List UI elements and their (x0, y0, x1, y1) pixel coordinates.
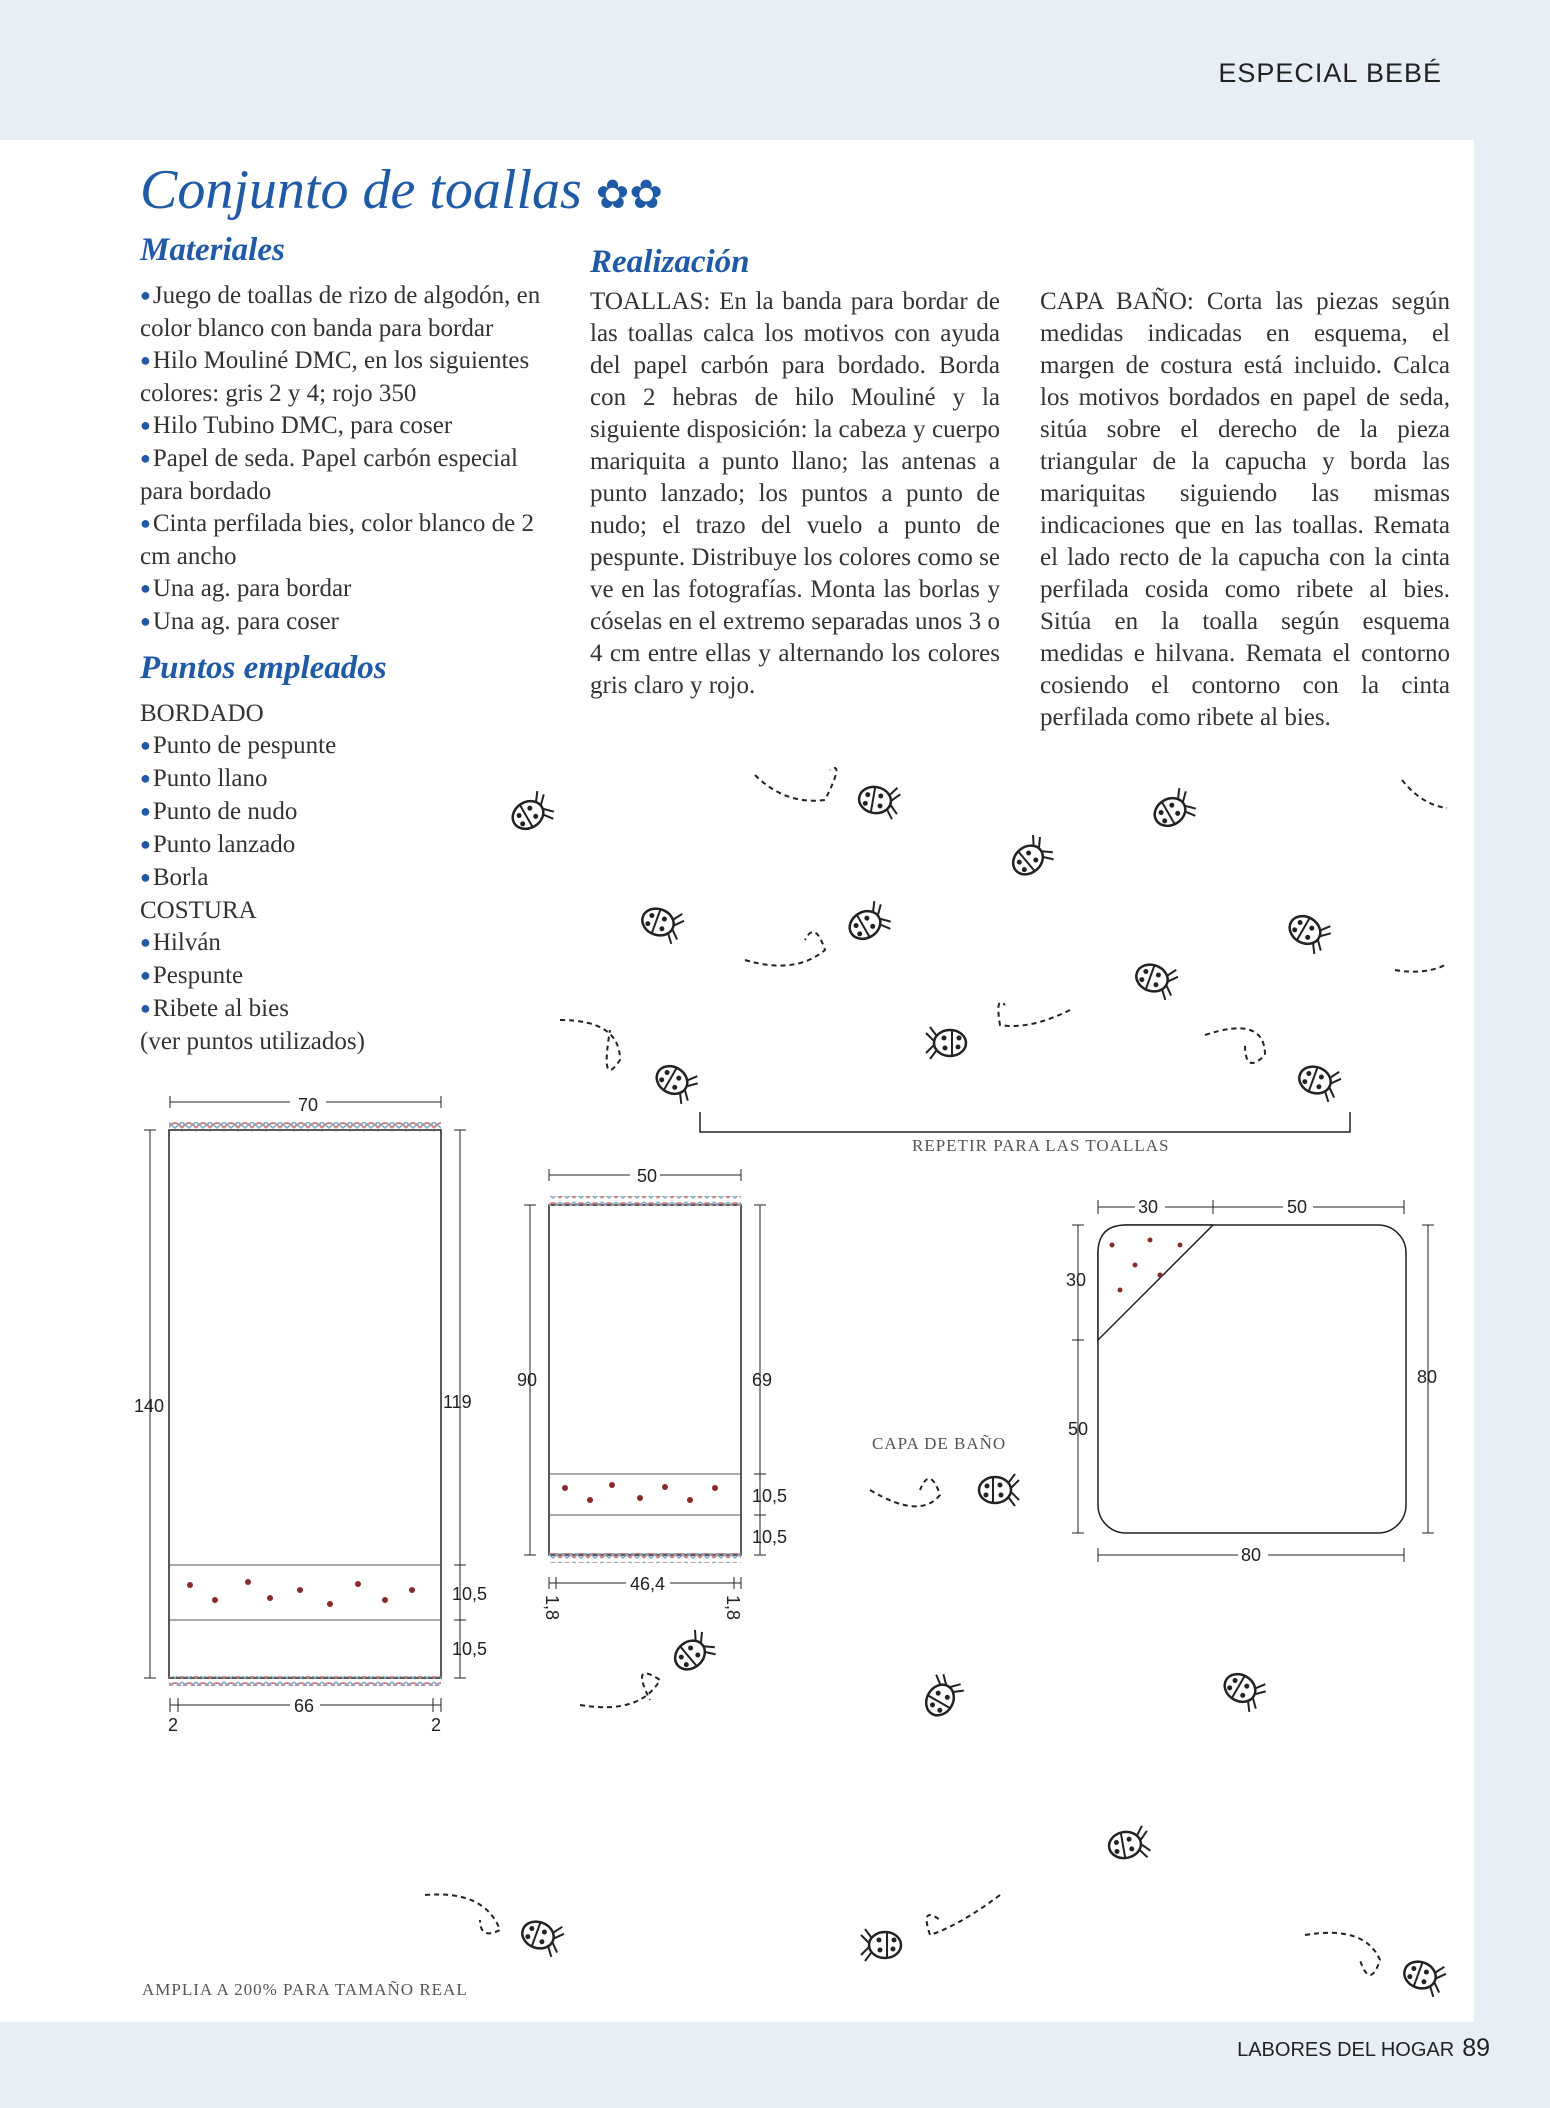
dim-big-band2: 10,5 (452, 1639, 488, 1659)
dim-small-inner: 69 (752, 1370, 773, 1390)
list-item: ● Punto de nudo (140, 796, 550, 829)
page-number: 89 (1462, 2034, 1490, 2062)
stitches-note: (ver puntos utilizados) (140, 1028, 365, 1055)
ladybug-icon (580, 1627, 719, 1707)
cape-label: CAPA DE BAÑO (872, 1434, 1007, 1453)
dim-small-margin-l: 1,8 (542, 1595, 562, 1621)
cape-text: CAPA BAÑO: Corta las piezas según medidas indicadas en esquema, el margen de costura está incluido. Calca los motivos bordados en papel de seda, sitúa sobre el derecho de la pieza triangular de la capucha y borda las mariquitas siguiendo las mismas indicaciones que en las toallas. Remata el lado recto de la capucha con la cinta perfilada cosida como ribete al bies. Sitúa en la toalla según esquema medidas e hilvana. Remata el contorno cosiendo el contorno con la cinta perfilada como ribete al bies. (1040, 288, 1450, 731)
dim-big-margin-r: 2 (431, 1715, 442, 1735)
ladybug-icon (926, 1003, 1070, 1060)
group-costura: COSTURA (140, 897, 257, 924)
list-item: ● Punto de pespunte (140, 730, 550, 763)
ladybug-icon (1205, 1028, 1343, 1103)
dim-big-inner: 119 (443, 1392, 472, 1412)
dim-big-height: 140 (134, 1396, 165, 1416)
dim-big-margin-l: 2 (168, 1715, 179, 1735)
dim-cape-bottom: 80 (1241, 1545, 1262, 1565)
ladybug-icon (1283, 908, 1334, 956)
ladybug-icon (870, 1474, 1019, 1506)
group-bordado: BORDADO (140, 700, 264, 727)
ladybug-icon (918, 1671, 966, 1722)
towels-text: TOALLAS: En la banda para bordar de las toallas calca los motivos con ayuda del papel carbón para bordado. Borda con 2 hebras de hilo Mouliné y la siguiente disposición: la cabeza y cuerpo mariquita a punto llano; las antenas a punto lanzado; los puntos a punto de nudo; el trazo del vuelo a punto de pespunte. Distribuye los colores como se ve en las fotografías. Monta las borlas y cóselas en el extremo separadas unos 3 o 4 cm entre ellas y alternando los colores gris claro y rojo. (590, 288, 1000, 699)
list-item: ● Una ag. para bordar (140, 573, 550, 606)
section-tag: ESPECIAL BEBÉ (1218, 58, 1442, 88)
dim-cape-right: 80 (1417, 1367, 1438, 1387)
list-item: ● Pespunte (140, 960, 550, 993)
list-item: ● Cinta perfilada bies, color blanco de 2 cm ancho (140, 508, 550, 573)
small-towel-diagram (524, 1165, 766, 1593)
repeat-label: REPETIR PARA LAS TOALLAS (912, 1136, 1170, 1155)
realization-heading: Realización (590, 244, 750, 280)
ladybug-icon (1005, 832, 1056, 882)
stitches-heading: Puntos empleados (140, 650, 387, 686)
ladybug-icon (1402, 780, 1447, 808)
ladybug-icon (1106, 1825, 1151, 1863)
ladybug-icon (637, 901, 686, 945)
dim-big-width: 70 (298, 1095, 319, 1115)
dim-small-band1: 10,5 (752, 1486, 788, 1506)
dim-cape-left2: 50 (1068, 1419, 1089, 1439)
dim-big-band1: 10,5 (452, 1584, 488, 1604)
list-item: ● Hilván (140, 927, 550, 960)
list-item: ● Punto lanzado (140, 829, 550, 862)
dim-cape-top2: 50 (1287, 1197, 1308, 1217)
ladybug-icon (755, 768, 901, 820)
dim-small-width: 50 (637, 1166, 658, 1186)
ladybug-icon (1218, 1666, 1269, 1714)
dim-cape-left1: 30 (1066, 1270, 1087, 1290)
ladybug-icon (1131, 957, 1180, 1001)
ladybug-icon (1395, 965, 1445, 972)
ladybug-icon (1148, 786, 1199, 834)
materials-heading: Materiales (140, 232, 285, 268)
list-item: ● Ribete al bies (140, 993, 550, 1026)
big-towel-diagram (144, 1092, 466, 1715)
list-item: ● Una ag. para coser (140, 606, 550, 639)
dim-small-margin-r: 1,8 (723, 1595, 743, 1621)
list-item: ● Punto llano (140, 763, 550, 796)
ladybug-icon (861, 1895, 1000, 1961)
dim-small-height: 90 (517, 1370, 538, 1390)
cape-diagram (1072, 1197, 1434, 1565)
page-title: Conjunto de toallas ✿✿ (140, 159, 663, 221)
dim-big-bottom: 66 (294, 1696, 315, 1716)
dim-small-bottom: 46,4 (630, 1574, 666, 1594)
ladybug-icon (425, 1894, 566, 1958)
page-footer (1237, 2034, 1490, 2063)
list-item: ● Hilo Tubino DMC, para coser (140, 410, 550, 443)
list-item: ● Hilo Mouliné DMC, en los siguientes colores: gris 2 y 4; rojo 350 (140, 345, 550, 410)
list-item: ● Borla (140, 862, 550, 895)
flower-icon: ✿✿ (595, 172, 663, 217)
dim-small-band2: 10,5 (752, 1527, 788, 1547)
magazine-name: LABORES DEL HOGAR (1237, 2039, 1455, 2061)
ladybug-icon (1305, 1933, 1448, 1998)
list-item: ● Juego de toallas de rizo de algodón, en color blanco con banda para bordar (140, 280, 550, 345)
list-item: ● Papel de seda. Papel carbón especial para bordado (140, 443, 550, 508)
ladybug-icon (560, 1020, 701, 1106)
ladybug-icon (506, 789, 557, 837)
dim-cape-top1: 30 (1138, 1197, 1159, 1217)
ladybug-icon (745, 899, 894, 965)
enlarge-note: AMPLIA A 200% PARA TAMAÑO REAL (142, 1980, 468, 1999)
